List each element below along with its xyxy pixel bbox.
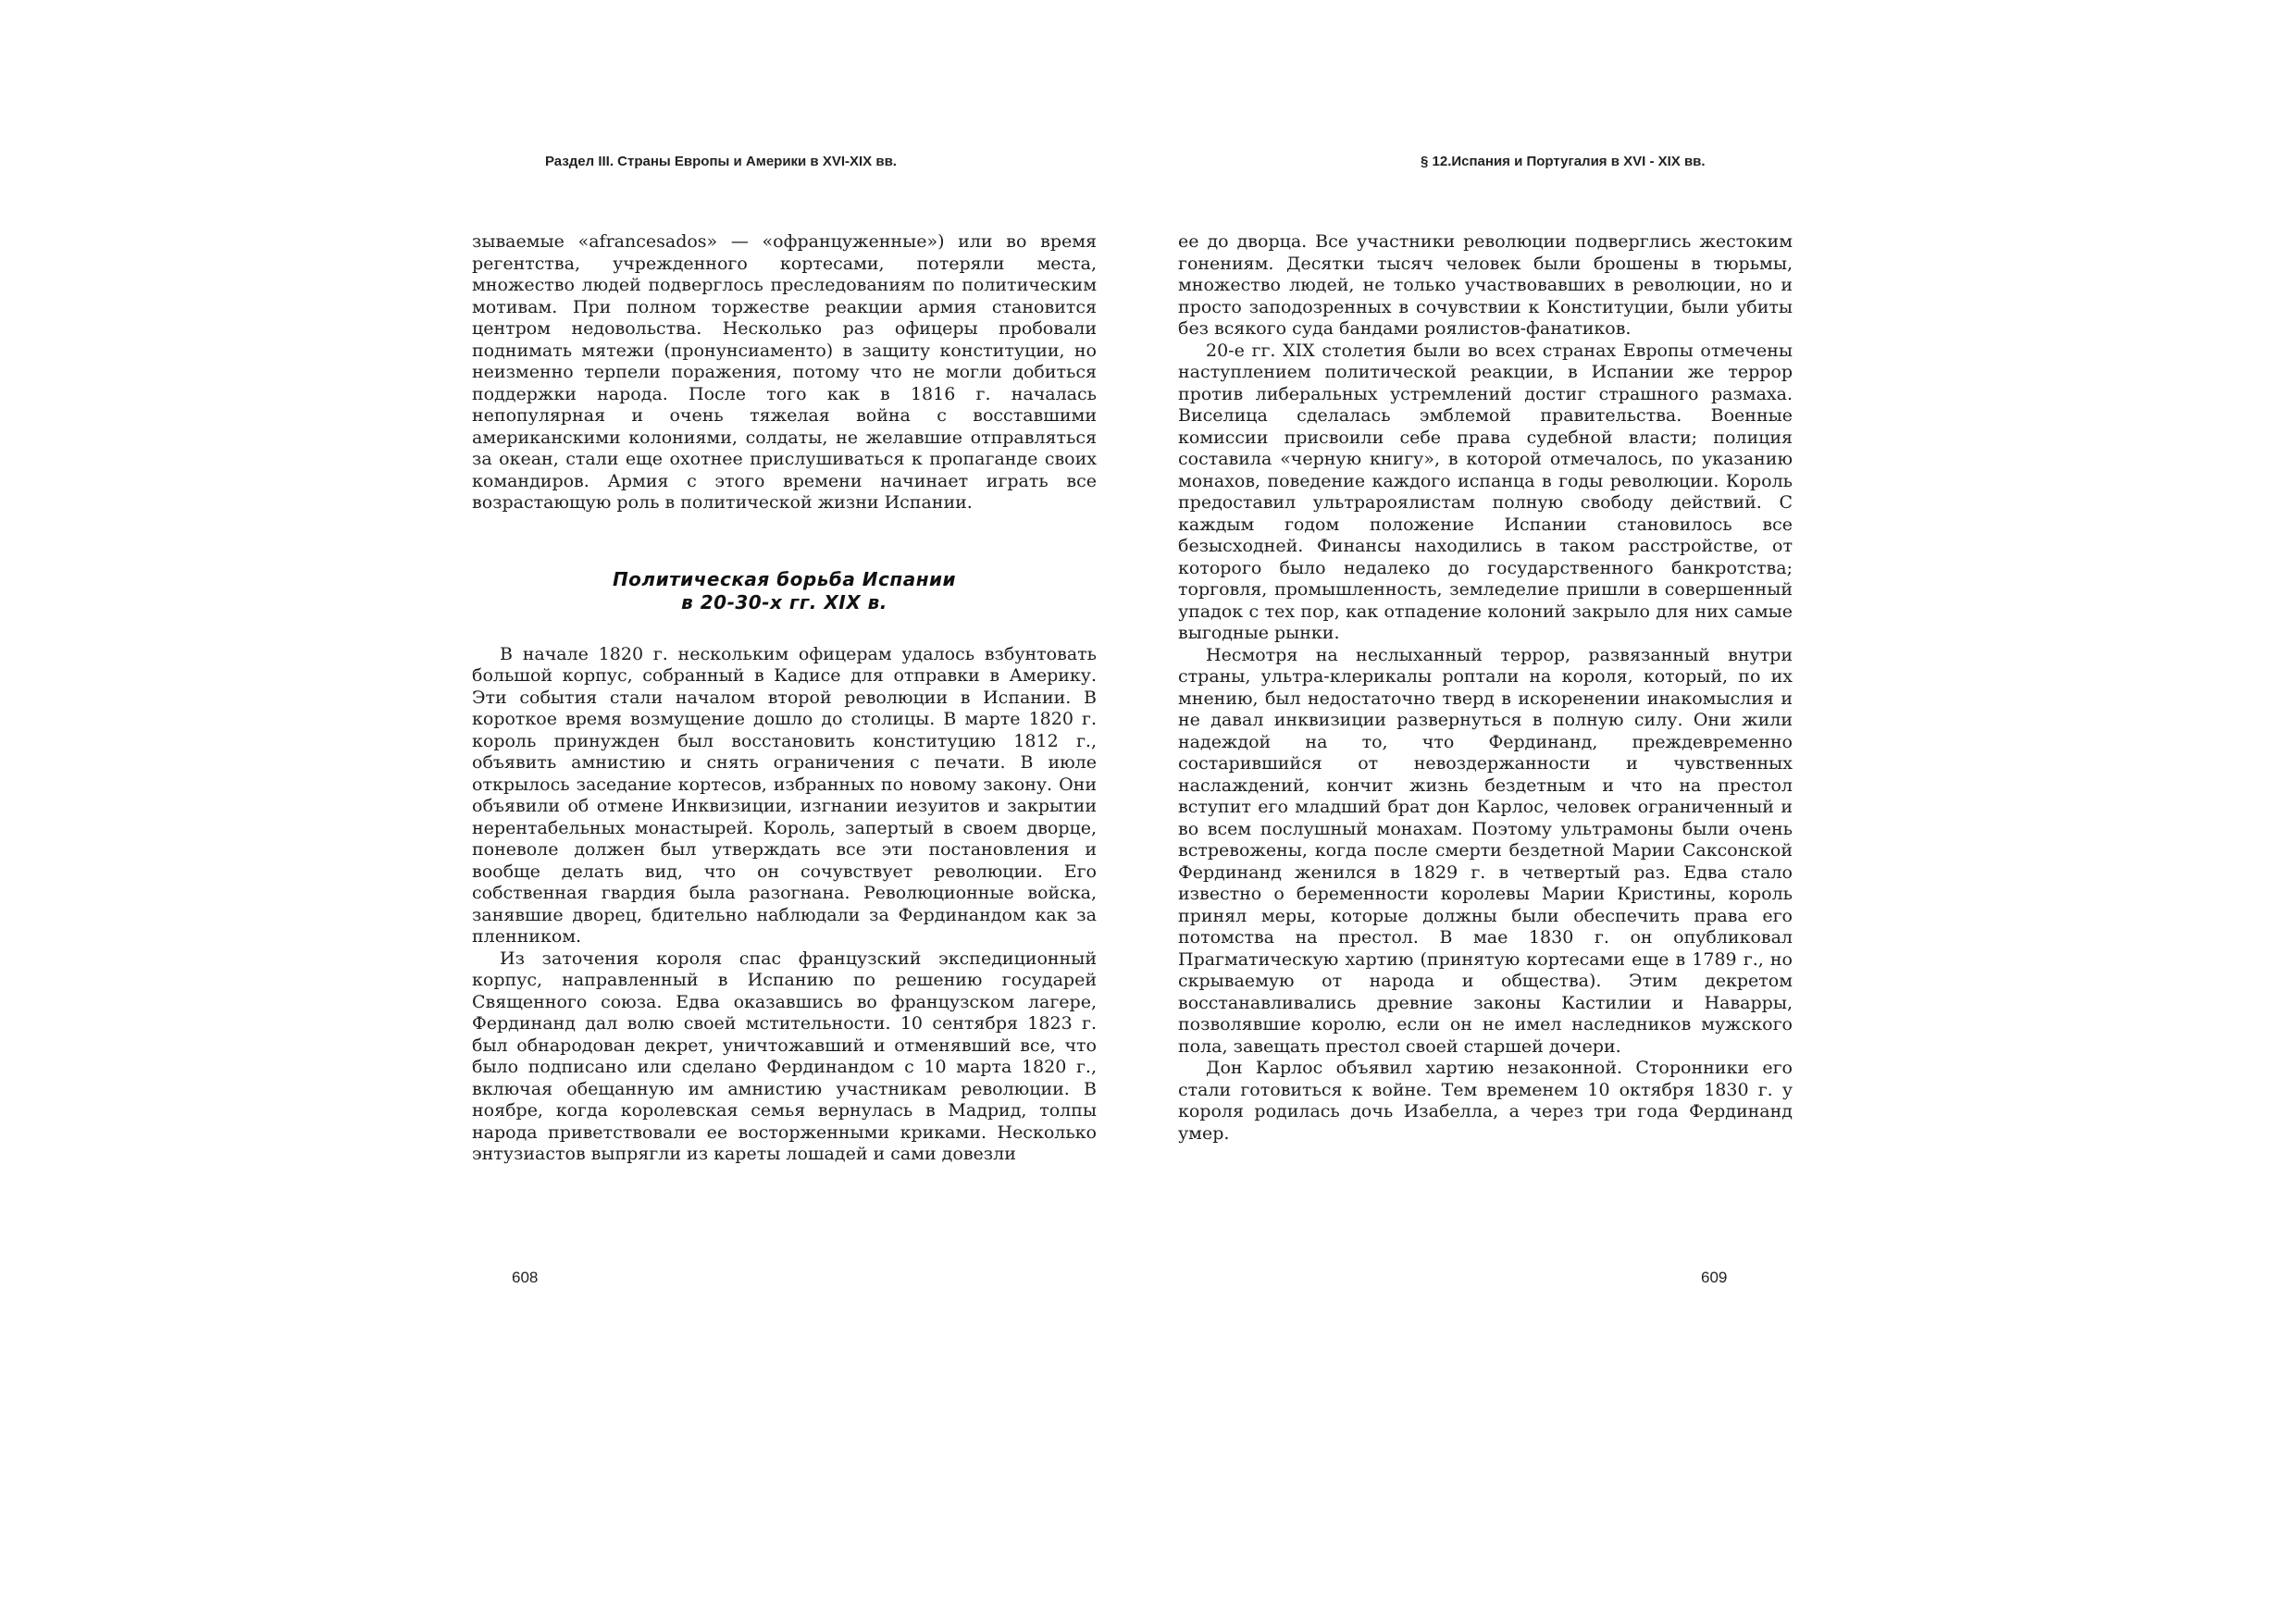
paragraph: Из заточения короля спас французский экспедиционный корпус, направленный в Испанию по решению государей Священного союза. Едва оказавшись во французском лагере, Фердинанд дал волю своей мстительности. 10 сентября 1823 г. был обнародован декрет, уничтожавший и отменявший все, что было подписано или сделано Фердинандом с 10 марта 1820 г., включая обещанную им амнистию участникам революции. В ноябре, когда королевская семья вернулась в Мадрид, толпы народа приветствовали ее восторженными криками. Несколько энтузиастов выпрягли из кареты лошадей и сами довезли bbox=[472, 948, 1097, 1164]
section-heading bbox=[472, 568, 1097, 614]
left-page-text bbox=[472, 231, 1097, 1166]
section-heading-line: Политическая борьба Испании bbox=[612, 567, 957, 590]
paragraph: зываемые «afrancesados» — «офранцуженные») или во время регентства, учрежденного кортесами, потеряли места, множество людей подверглось преследованиям по политическим мотивам. При полном торжестве реакции армия становится центром недовольства. Несколько раз офицеры пробовали поднимать мятежи (пронунсиаменто) в защиту конституции, но неизменно терпели поражения, потому что не могли добиться поддержки народа. После того как в 1816 г. началась непопулярная и очень тяжелая война с восставшими американскими колониями, солдаты, не желавшие отправляться за океан, стали еще охотнее прислушиваться к пропаганде своих командиров. Армия с этого времени начинает играть все возрастающую роль в политической жизни Испании. bbox=[472, 231, 1097, 513]
right-page-text bbox=[1178, 231, 1793, 1145]
paragraph: ее до дворца. Все участники революции подверглись жестоким гонениям. Десятки тысяч человек были брошены в тюрьмы, множество людей, не только участвовавших в революции, но и просто заподозренных в сочувствии к Конституции, были убиты без всякого суда бандами роялистов-фанатиков. bbox=[1178, 231, 1793, 339]
left-page-number: 608 bbox=[512, 1269, 539, 1286]
paragraph: 20-е гг. XIX столетия были во всех странах Европы отмечены наступлением политической реакции, в Испании же террор против либеральных устремлений достиг страшного размаха. Виселица сделалась эмблемой правительства. Военные комиссии присвоили себе права судебной власти; полиция составила «черную книгу», в которой отмечалось, по указанию монахов, поведение каждого испанца в годы революции. Король предоставил ультрароялистам полную свободу действий. С каждым годом положение Испании становилось все безысходней. Финансы находились в таком расстройстве, от которого было недалеко до государственного банкротства; торговля, промышленность, земледелие пришли в совершенный упадок с тех пор, как отпадение колоний закрыло для них самые выгодные рынки. bbox=[1178, 340, 1793, 643]
paragraph: Дон Карлос объявил хартию незаконной. Сторонники его стали готовиться к войне. Тем временем 10 октября 1830 г. у короля родилась дочь Изабелла, а через три года Фердинанд умер. bbox=[1178, 1058, 1793, 1144]
right-running-head: § 12.Испания и Португалия в XVI - XIX вв. bbox=[1421, 154, 1706, 169]
section-heading-line: в 20-30-х гг. XIX в. bbox=[681, 590, 887, 613]
paragraph: Несмотря на неслыханный террор, развязанный внутри страны, ультра-клерикалы роптали на короля, который, по их мнению, был недостаточно тверд в искоренении инакомыслия и не давал инквизиции развернуться в полную силу. Они жили надеждой на то, что Фердинанд, преждевременно состарившийся от невоздержанности и чувственных наслаждений, кончит жизнь бездетным и что на престол вступит его младший брат дон Карлос, человек ограниченный и во всем послушный монахам. Поэтому ультрамоны были очень встревожены, когда после смерти бездетной Марии Саксонской Фердинанд женился в 1829 г. в четвертый раз. Едва стало известно о беременности королевы Марии Кристины, король принял меры, которые должны были обеспечить права его потомства на престол. В мае 1830 г. он опубликовал Прагматическую хартию (принятую кортесами еще в 1789 г., но скрываемую от народа и общества). Этим декретом восстанавливались древние законы Кастилии и Наварры, позволявшие королю, если он не имел наследников мужского пола, завещать престол своей старшей дочери. bbox=[1178, 644, 1793, 1057]
paragraph: В начале 1820 г. нескольким офицерам удалось взбунтовать большой корпус, собранный в Кадисе для отправки в Америку. Эти события стали началом второй революции в Испании. В короткое время возмущение дошло до столицы. В марте 1820 г. король принужден был восстановить конституцию 1812 г., объявить амнистию и снять ограничения с печати. В июле открылось заседание кортесов, избранных по новому закону. Они объявили об отмене Инквизиции, изгнании иезуитов и закрытии нерентабельных монастырей. Король, запертый в своем дворце, поневоле должен был утверждать все эти постановления и вообще делать вид, что он сочувствует революции. Его собственная гвардия была разогнана. Революционные войска, занявшие дворец, бдительно наблюдали за Фердинандом как за пленником. bbox=[472, 643, 1097, 947]
right-page-number: 609 bbox=[1701, 1269, 1728, 1286]
left-running-head: Раздел III. Страны Европы и Америки в XVI-XIX вв. bbox=[545, 154, 897, 169]
